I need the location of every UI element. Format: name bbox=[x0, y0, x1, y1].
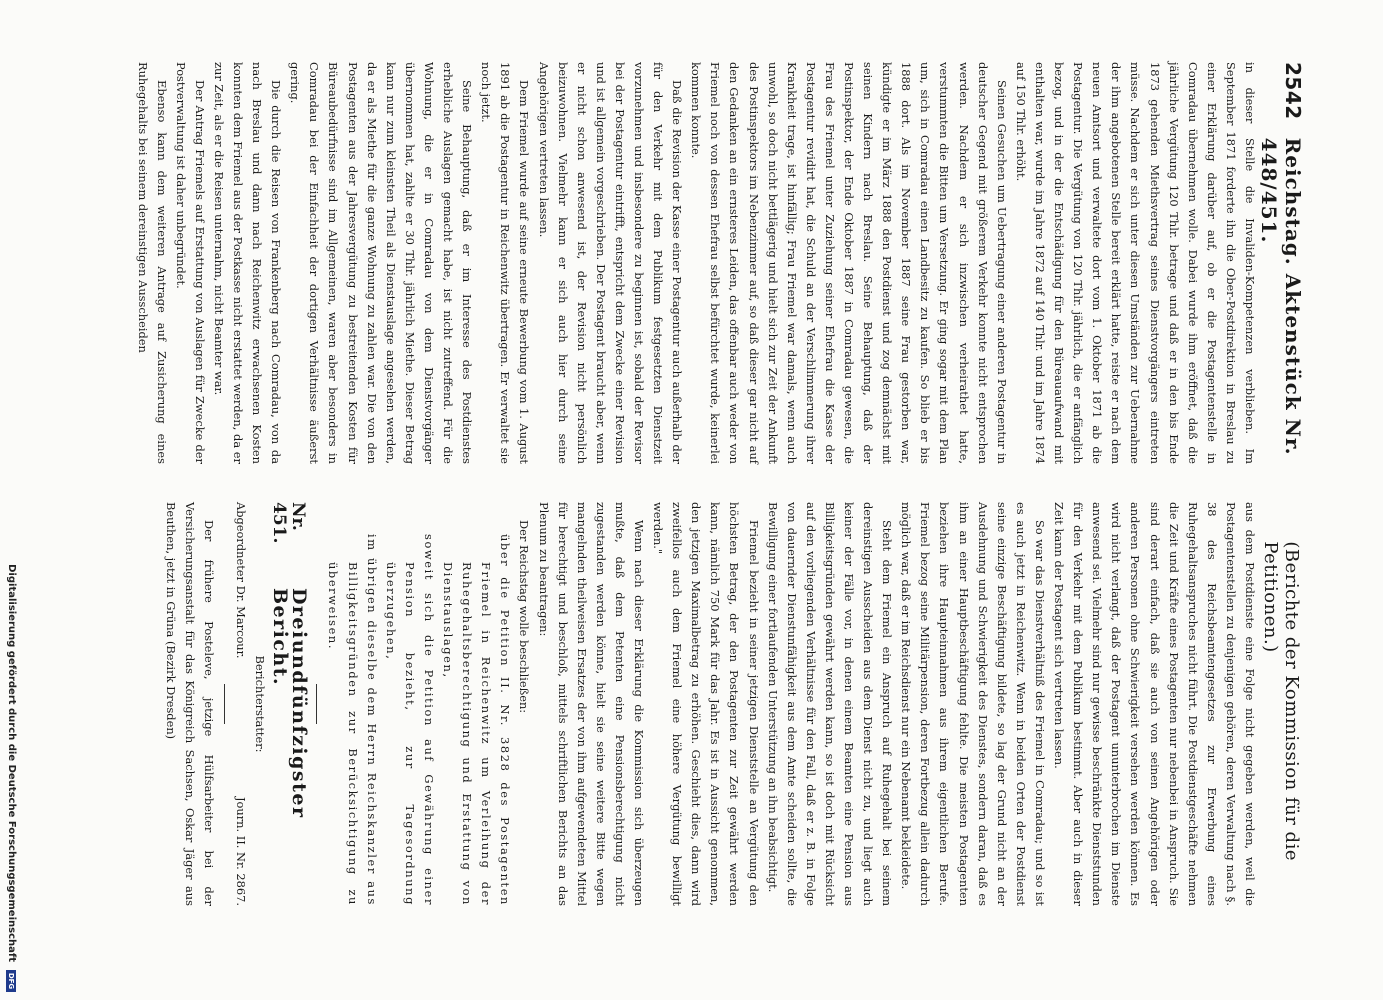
resolution-item: im übrigen dieselbe dem Herrn Reichskanzler aus Billigkeitsgründen zur Berücksichtigung zu überweisen. bbox=[326, 534, 379, 906]
page-number: 2542 bbox=[1281, 62, 1305, 120]
digitization-credit bbox=[6, 564, 17, 992]
paragraph: Steht dem Friemel ein Anspruch auf Ruhegehalt bei seinem dereinstigen Ausscheiden aus dem Dienst nicht zu, und liegt auch keiner der Fälle vor, in denen einem Beamten eine Pension aus Billigkeitsgründen gewährt werden kann, so ist doch mit Rücksicht auf den vorliegenden Verhältnisse für den Fall, daß er z. B. in Folge von dauernder Dienstunfähigkeit aus dem Amte scheiden sollte, die Bewilligung einer fortlaufenden Unterstützung an ihn beabsichtigt. bbox=[765, 502, 895, 906]
paragraph: Seine Behauptung, daß er im Interesse des Postdienstes erhebliche Auslagen gemacht habe, ist nicht zutreffend. Für die Wohnung, die er in Comradau von dem Dienstvorgänger übernommen hat, zahlte er 30 Thlr. jährlich Miethe. Dieser Betrag kann nur zum kleinsten Theil als Dienstauslage angesehen werden, da er als Miethe für die ganze Wohnung zu zahlen war. Die von den Postagenten aus der Jahresvergütung zu bestreitenden Kosten für Büreaubedürfnisse sind im Allgemeinen, waren aber besonders in Comradau bei der Einfachheit der dortigen Verhältnisse äußerst gering. bbox=[288, 62, 475, 464]
paragraph: Dem Friemel wurde auf seine erneute Bewerbung vom 1. August 1891 ab die Postagentur in Reichenwitz übertragen. Er verwaltet sie noch jetzt. bbox=[479, 62, 532, 464]
report-title: Dreiundfünfzigster Bericht. bbox=[269, 587, 311, 819]
paragraph: Der Reichstag wolle beschließen: bbox=[517, 520, 532, 714]
page-header bbox=[1257, 62, 1305, 932]
credit-text: Digitalisierung gefördert durch die Deutsche Forschungsgemeinschaft bbox=[6, 564, 17, 962]
divider bbox=[316, 684, 317, 724]
report-heading bbox=[269, 502, 311, 906]
paragraph: Die durch die Reisen von Frankenberg nach Comradau, von da nach Breslau und dann nach Reichenwitz erwachsenen Kosten konnten dem Friemel aus der Postkasse nicht erstattet werden, da er zur Zeit, als er die Reisen unternahm, nicht Beamter war. bbox=[211, 62, 284, 464]
paragraph: in dieser Stelle die Invaliden-Kompetenzen verblieben. Im September 1871 forderte ihn die Ober-Postdirektion in Breslau zu einer Erklärung darüber auf, ob er die Postagentenstelle in Comradau übernehmen wolle. Dabei wurde ihm eröffnet, daß die jährliche Vergütung 120 Thlr. betrage und daß er in den bis Ende 1873 gehenden Miethsvertrag seines Dienstvorgängers eintreten müsse. Nachdem er sich unter diesen Umständen zur Uebernahme der ihm angebotenen Stelle bereit erklärt hatte, reiste er nach dem neuen Amtsort und verwaltete dort vom 1. Oktober 1871 ab die Postagentur. Die Vergütung von 120 Thlr. jährlich, die er anfänglich bezog, und in der die Entschädigung für den Büreauaufwand mit enthalten war, wurde im Jahre 1872 auf 140 Thlr. und im Jahre 1874 auf 150 Thlr. erhöht. bbox=[1013, 62, 1257, 464]
left-column bbox=[132, 62, 1259, 464]
paragraph: Ebenso kann dem weiteren Antrage auf Zusicherung eines Ruhegehalts bei seinem dereinstigen Ausscheiden bbox=[135, 62, 169, 464]
dfg-logo-icon: DFG bbox=[7, 970, 17, 992]
journal-number: Journ. II. Nr. 2867. bbox=[234, 796, 249, 906]
resolution-item: soweit sich die Petition auf Gewährung einer Pension bezieht, zur Tagesordnung überzugehen, bbox=[383, 534, 436, 906]
paragraph: So war das Dienstverhältniß des Friemel in Comradau; und so ist es auch jetzt in Reichenwitz. Wenn in beiden Orten der Postdienst seine einzige Beschäftigung bildete, so lag der Grund nicht an der Ausdehnung und Schwierigkeit des Dienstes, sondern daran, daß es ihm an einer Hauptbeschäftigung fehlte. Die meisten Postagenten beziehen ihre Haupteinnahmen aus ihrem eigentlichen Berufe. Friemel bezog seine Militärpension, deren Fortbezug allein dadurch möglich war, daß er im Reichsdienst nur ein Nebenamt bekleidete. bbox=[899, 502, 1047, 906]
paragraph: Der frühere Posteleve, jetzige Hülfsarbeiter bei der Versicherungsanstalt für das Königreich Sachsen, Oskar Jäger aus Beuthen, jetzt in Grüna (Bezirk Dresden) bbox=[163, 502, 217, 906]
right-column bbox=[161, 502, 1259, 906]
divider bbox=[224, 684, 225, 724]
paragraph: Wenn nach dieser Erklärung die Kommission sich überzeugen mußte, daß dem Petenten eine Pensionsberechtigung nicht zugestanden werden könne, hielt sie seine weitere Bitte wegen mangelnden theilweisen Ersatzes der von ihm aufgewendeten Mittel für berechtigt und beschloß, mittels schriftlichen Berichts an das Plenum zu beantragen: bbox=[536, 502, 646, 906]
rapporteur-line bbox=[231, 502, 250, 906]
paragraph: Seinen Gesuchen um Uebertragung einer anderen Postagentur in deutscher Gegend mit größerem Verkehr konnte nicht entsprochen werden. Nachdem er sich inzwischen verheirathet hatte, verstummten die Bitten um Versetzung. Er ging sogar mit dem Plan um, sich in Comradau einen Landbesitz zu kaufen. So blieb er bis 1888 dort. Als im November 1887 seine Frau gestorben war, kündigte er im März 1888 den Postdienst und zog demnächst mit seinen Kindern nach Breslau. Seine Behauptung, daß der Postinspektor, der Ende Oktober 1887 in Comradau gewesen, die Frau des Friemel unter Zuziehung seiner Ehefrau die Kasse der Postagentur revidirt hat, die Schuld an der Verschlimmerung ihrer Krankheit trage, ist hinfällig; Frau Friemel war damals, wenn auch unwohl, so doch nicht bettlägerig und hielt sich zur Zeit der Ankunft des Postinspektors im Nebenzimmer auf, so daß dieser gar nicht auf den Gedanken an ein ernsteres Leiden, das offenbar auch weder von Friemel noch von dessen Ehefrau selbst befürchtet wurde, keinerlei kommen konnte. bbox=[689, 62, 1009, 464]
rapporteur-label: Berichterstatter: bbox=[253, 655, 268, 753]
deputy-name: Abgeordneter Dr. Marcour. bbox=[234, 502, 249, 659]
report-number: Nr. 451. bbox=[269, 502, 309, 544]
paragraph: Friemel bezieht in seiner jetzigen Dienststelle an Vergütung den höchsten Betrag, der den Postagenten zur Zeit gewährt werden kann, nämlich 750 Mark für das Jahr. Es ist in Aussicht genommen, den jetzigen Maximalbetrag zu erhöhen. Geschieht dies, dann wird zweifellos auch dem Friemel eine höhere Vergütung bewilligt werden." bbox=[651, 502, 761, 906]
paragraph: aus dem Postdienste eine Folge nicht gegeben werden, weil die Postagentenstellen zu denjenigen gehören, deren Verwaltung nach §. 38 des Reichsbeamtengesetzes zur Erwerbung eines Ruhegehaltsanspruches nicht führt. Die Postdienstgeschäfte nehmen die Zeit und Kräfte eines Postagenten nur nebenbei in Anspruch. Sie sind derart einfach, daß sie auch von seinen Angehörigen oder anderen Personen ohne Schwierigkeit versehen werden können. Es wird nicht verlangt, daß der Postagent ununterbrochen im Dienste anwesend sei. Vielmehr sind nur gewisse beschränkte Dienststunden für den Verkehr mit dem Publikum bestimmt. Aber auch in dieser Zeit kann der Postagent sich vertreten lassen. bbox=[1052, 502, 1257, 906]
page-title: Reichstag. Aktenstück Nr. 448/451. bbox=[1257, 137, 1305, 456]
resolution-item: über die Petition II. Nr. 3828 des Postagenten Friemel in Reichenwitz um Verleihung der Ruhegehaltsberechtigung und Erstattung von Dienstauslagen, bbox=[441, 534, 513, 906]
page-body bbox=[65, 62, 1305, 1000]
paragraph: Daß die Revision der Kasse einer Postagentur auch außerhalb der für den Verkehr mit dem Publikum festgesetzten Dienstzeit vorzunehmen und insbesondere zu beginnen ist, sobald der Revisor bei der Postagentur eintrifft, entspricht dem Zwecke einer Revision und ist allgemein vorgeschrieben. Der Postagent braucht aber, wenn er nicht schon anwesend ist, der Revision nicht persönlich beizuwohnen. Vielmehr kann er sich auch hier durch seine Angehörigen vertreten lassen. bbox=[536, 62, 685, 464]
page-subtitle: (Berichte der Kommission für die Petitionen.) bbox=[1260, 541, 1302, 861]
paragraph: Der Antrag Friemels auf Erstattung von Auslagen für Zwecke der Postverwaltung ist daher unbegründet. bbox=[173, 62, 207, 464]
